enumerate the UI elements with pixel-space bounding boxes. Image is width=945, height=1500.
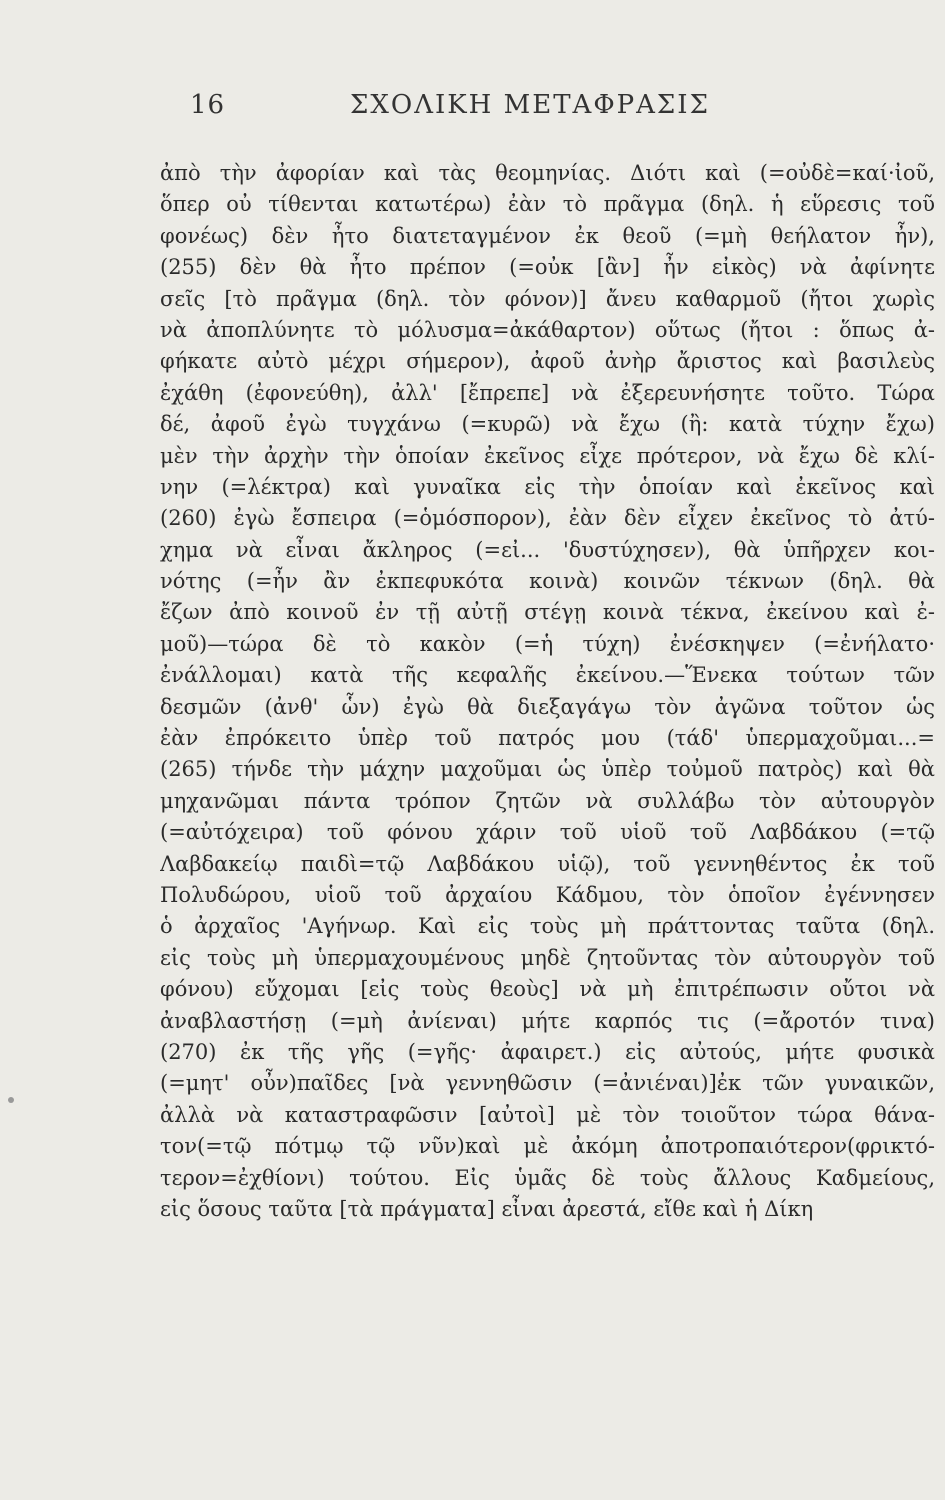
text-line: τερον=ἐχθίονι) τούτου. Εἰς ὑμᾶς δὲ τοὺς ἄλλους Καδμείους, <box>160 1165 935 1190</box>
text-line: ἔζων ἀπὸ κοινοῦ ἐν τῇ αὐτῇ στέγῃ κοινὰ τέκνα, ἐκείνου καὶ ἐ- <box>160 600 935 625</box>
text-line: δέ, ἀφοῦ ἐγὼ τυγχάνω (=κυρῶ) νὰ ἔχω (ἢ: κατὰ τύχην ἔχω) <box>160 412 935 437</box>
text-line: ὅπερ οὐ τίθενται κατωτέρω) ἐὰν τὸ πρᾶγμα (δηλ. ἡ εὕρεσις τοῦ <box>160 192 935 217</box>
text-line: (265) τήνδε τὴν μάχην μαχοῦμαι ὡς ὑπὲρ τοὐμοῦ πατρὸς) καὶ θὰ <box>160 757 935 782</box>
text-line: ἀναβλαστήσῃ (=μὴ ἀνίεναι) μήτε καρπός τις (=ἄροτόν τινα) <box>160 1008 935 1033</box>
text-line: φόνου) εὔχομαι [εἰς τοὺς θεοὺς] νὰ μὴ ἐπιτρέπωσιν οὔτοι νὰ <box>160 977 935 1002</box>
text-line: (255) δὲν θὰ ἦτο πρέπον (=οὐκ [ἂν] ἦν εἰκὸς) νὰ ἀφίνητε <box>160 255 935 280</box>
text-line: εἰς τοὺς μὴ ὑπερμαχουμένους μηδὲ ζητοῦντας τὸν αὐτουργὸν τοῦ <box>160 945 935 970</box>
text-line: νην (=λέκτρα) καὶ γυναῖκα εἰς τὴν ὁποίαν καὶ ἐκεῖνος καὶ <box>160 474 935 499</box>
text-line: χημα νὰ εἶναι ἄκληρος (=εἰ... 'δυστύχησεν), θὰ ὑπῆρχεν κοι- <box>160 537 935 562</box>
text-line: μοῦ)—τώρα δὲ τὸ κακὸν (=ἡ τύχη) ἐνέσκηψεν (=ἐνήλατο· <box>160 631 935 656</box>
page-header <box>190 90 710 130</box>
text-line: (=αὐτόχειρα) τοῦ φόνου χάριν τοῦ υἱοῦ τοῦ Λαβδάκου (=τῷ <box>160 820 935 845</box>
text-line: (270) ἐκ τῆς γῆς (=γῆς· ἀφαιρετ.) εἰς αὐτούς, μήτε φυσικὰ <box>160 1039 935 1064</box>
text-line: μηχανῶμαι πάντα τρόπον ζητῶν νὰ συλλάβω τὸν αὐτουργὸν <box>160 788 935 813</box>
text-line: (260) ἐγὼ ἔσπειρα (=ὁμόσπορον), ἐὰν δὲν εἶχεν ἐκεῖνος τὸ ἀτύ- <box>160 506 935 531</box>
text-line: ἐὰν ἐπρόκειτο ὑπὲρ τοῦ πατρός μου (τάδ' ὑπερμαχοῦμαι...= <box>160 726 935 751</box>
text-line: ἀπὸ τὴν ἀφορίαν καὶ τὰς θεομηνίας. Διότι καὶ (=οὐδὲ=καί·ἰοῦ, <box>160 161 935 185</box>
text-line: τον(=τῷ πότμῳ τῷ νῦν)καὶ μὲ ἀκόμη ἀποτροπαιότερον(φρικτό- <box>160 1134 935 1159</box>
text-line: δεσμῶν (ἀνθ' ὧν) ἐγὼ θὰ διεξαγάγω τὸν ἀγῶνα τοῦτον ὡς <box>160 694 935 719</box>
text-line: φήκατε αὐτὸ μέχρι σήμερον), ἀφοῦ ἀνὴρ ἄριστος καὶ βασιλεὺς <box>160 349 935 374</box>
text-line: ὁ ἀρχαῖος 'Αγήνωρ. Καὶ εἰς τοὺς μὴ πράττοντας ταῦτα (δηλ. <box>160 914 935 939</box>
text-line: σεῖς [τὸ πρᾶγμα (δηλ. τὸν φόνον)] ἄνευ καθαρμοῦ (ἤτοι χωρὶς <box>160 286 935 311</box>
running-title: ΣΧΟΛΙΚΗ ΜΕΤΑΦΡΑΣΙΣ <box>350 90 710 120</box>
margin-speck <box>8 1097 14 1103</box>
text-line: φονέως) δὲν ἦτο διατεταγμένον ἐκ θεοῦ (=μὴ θεήλατον ἦν), <box>160 223 935 248</box>
text-body <box>160 158 935 1225</box>
text-line: ἀλλὰ νὰ καταστραφῶσιν [αὐτοὶ] μὲ τὸν τοιοῦτον τώρα θάνα- <box>160 1102 935 1127</box>
text-line: εἰς ὅσους ταῦτα [τὰ πράγματα] εἶναι ἀρεστά, εἴθε καὶ ἡ Δίκη <box>160 1196 814 1221</box>
text-line: Πολυδώρου, υἱοῦ τοῦ ἀρχαίου Κάδμου, τὸν ὁποῖον ἐγέννησεν <box>160 882 935 907</box>
text-line: Λαβδακείῳ παιδὶ=τῷ Λαβδάκου υἱῷ), τοῦ γεννηθέντος ἐκ τοῦ <box>160 851 935 876</box>
text-line: (=μητ' οὖν)παῖδες [νὰ γεννηθῶσιν (=ἀνιέναι)]ἐκ τῶν γυναικῶν, <box>160 1071 935 1096</box>
text-line: ἐχάθη (ἐφονεύθη), ἀλλ' [ἔπρεπε] νὰ ἐξερευνήσητε τοῦτο. Τώρα <box>160 380 935 405</box>
page-number: 16 <box>190 90 226 120</box>
text-line: νότης (=ἦν ἂν ἐκπεφυκότα κοινὰ) κοινῶν τέκνων (δηλ. θὰ <box>160 569 935 594</box>
text-line: ἐνάλλομαι) κατὰ τῆς κεφαλῆς ἐκείνου.—Ἕνεκα τούτων τῶν <box>160 663 935 688</box>
text-line: νὰ ἀποπλύνητε τὸ μόλυσμα=ἀκάθαρτον) οὕτως (ἤτοι : ὅπως ἀ- <box>160 317 935 342</box>
text-line: μὲν τὴν ἀρχὴν τὴν ὁποίαν ἐκεῖνος εἶχε πρότερον, νὰ ἔχω δὲ κλί- <box>160 443 935 468</box>
